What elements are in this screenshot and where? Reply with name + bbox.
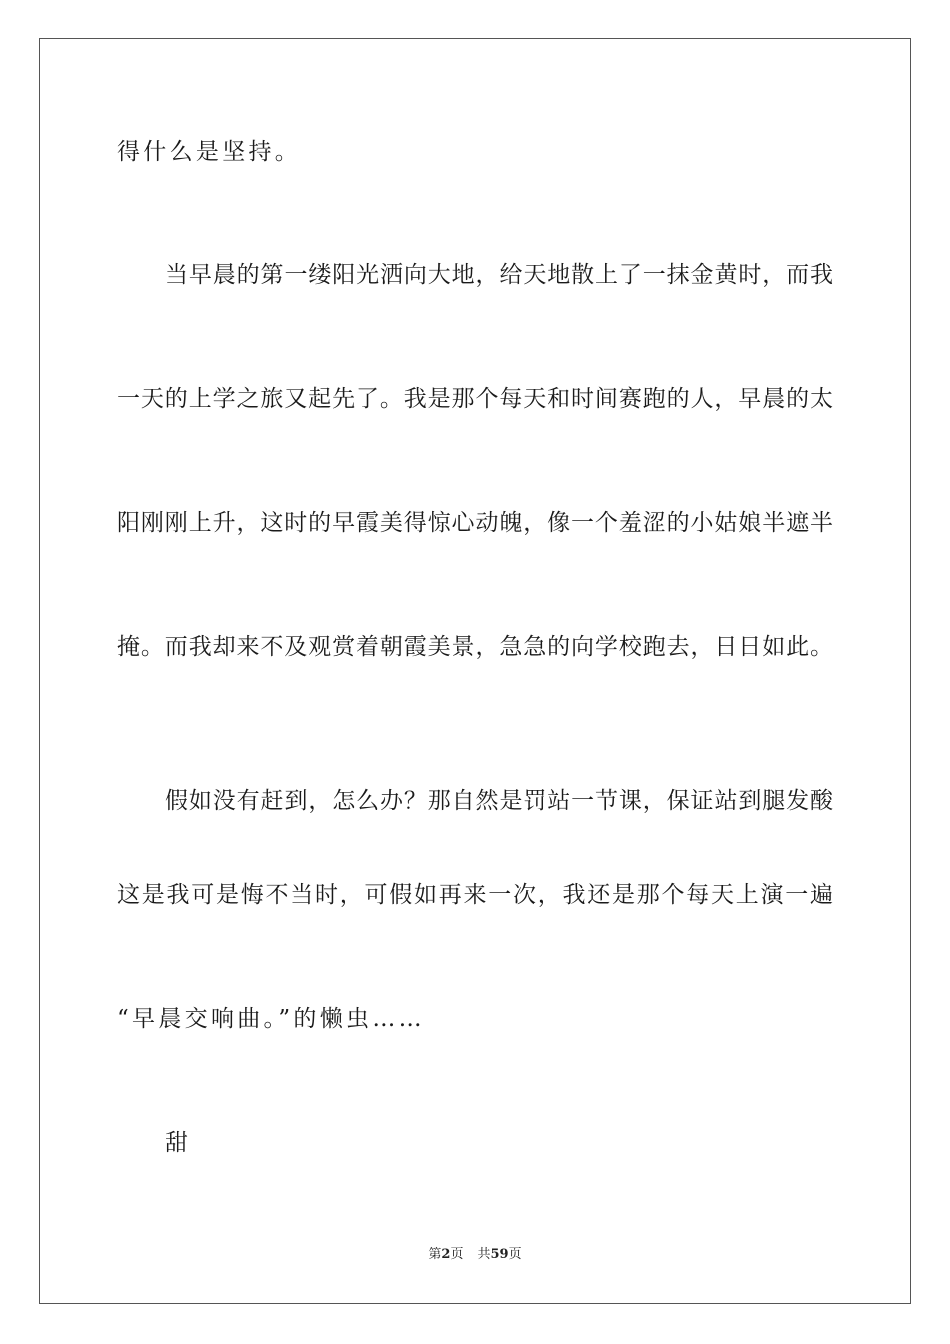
total-prefix: 共 <box>477 1247 491 1262</box>
total-pages: 59 <box>490 1247 509 1262</box>
paragraph-line: 一天的上学之旅又起先了。我是那个每天和时间赛跑的人，早晨的太 <box>117 386 833 412</box>
total-suffix: 页 <box>508 1247 522 1262</box>
page-border <box>39 38 911 1304</box>
paragraph-line: 掩。而我却来不及观赏着朝霞美景，急急的向学校跑去，日日如此。 <box>117 634 833 660</box>
paragraph-line: 甜 <box>165 1130 192 1156</box>
page-number: 2 <box>441 1247 451 1262</box>
page-prefix: 第 <box>428 1247 442 1262</box>
page-suffix: 页 <box>450 1247 464 1262</box>
paragraph-line: “早晨交响曲。”的懒虫…… <box>117 1006 425 1032</box>
paragraph-line: 假如没有赶到，怎么办？那自然是罚站一节课，保证站到腿发酸 <box>165 788 833 814</box>
paragraph-line: 得什么是坚持。 <box>117 139 302 165</box>
paragraph-line: 阳刚刚上升，这时的早霞美得惊心动魄，像一个羞涩的小姑娘半遮半 <box>117 510 833 536</box>
paragraph-line: 当早晨的第一缕阳光洒向大地，给天地散上了一抹金黄时，而我 <box>165 262 833 288</box>
page-footer <box>0 1247 950 1263</box>
paragraph-line: 这是我可是悔不当时，可假如再来一次，我还是那个每天上演一遍 <box>117 882 833 908</box>
